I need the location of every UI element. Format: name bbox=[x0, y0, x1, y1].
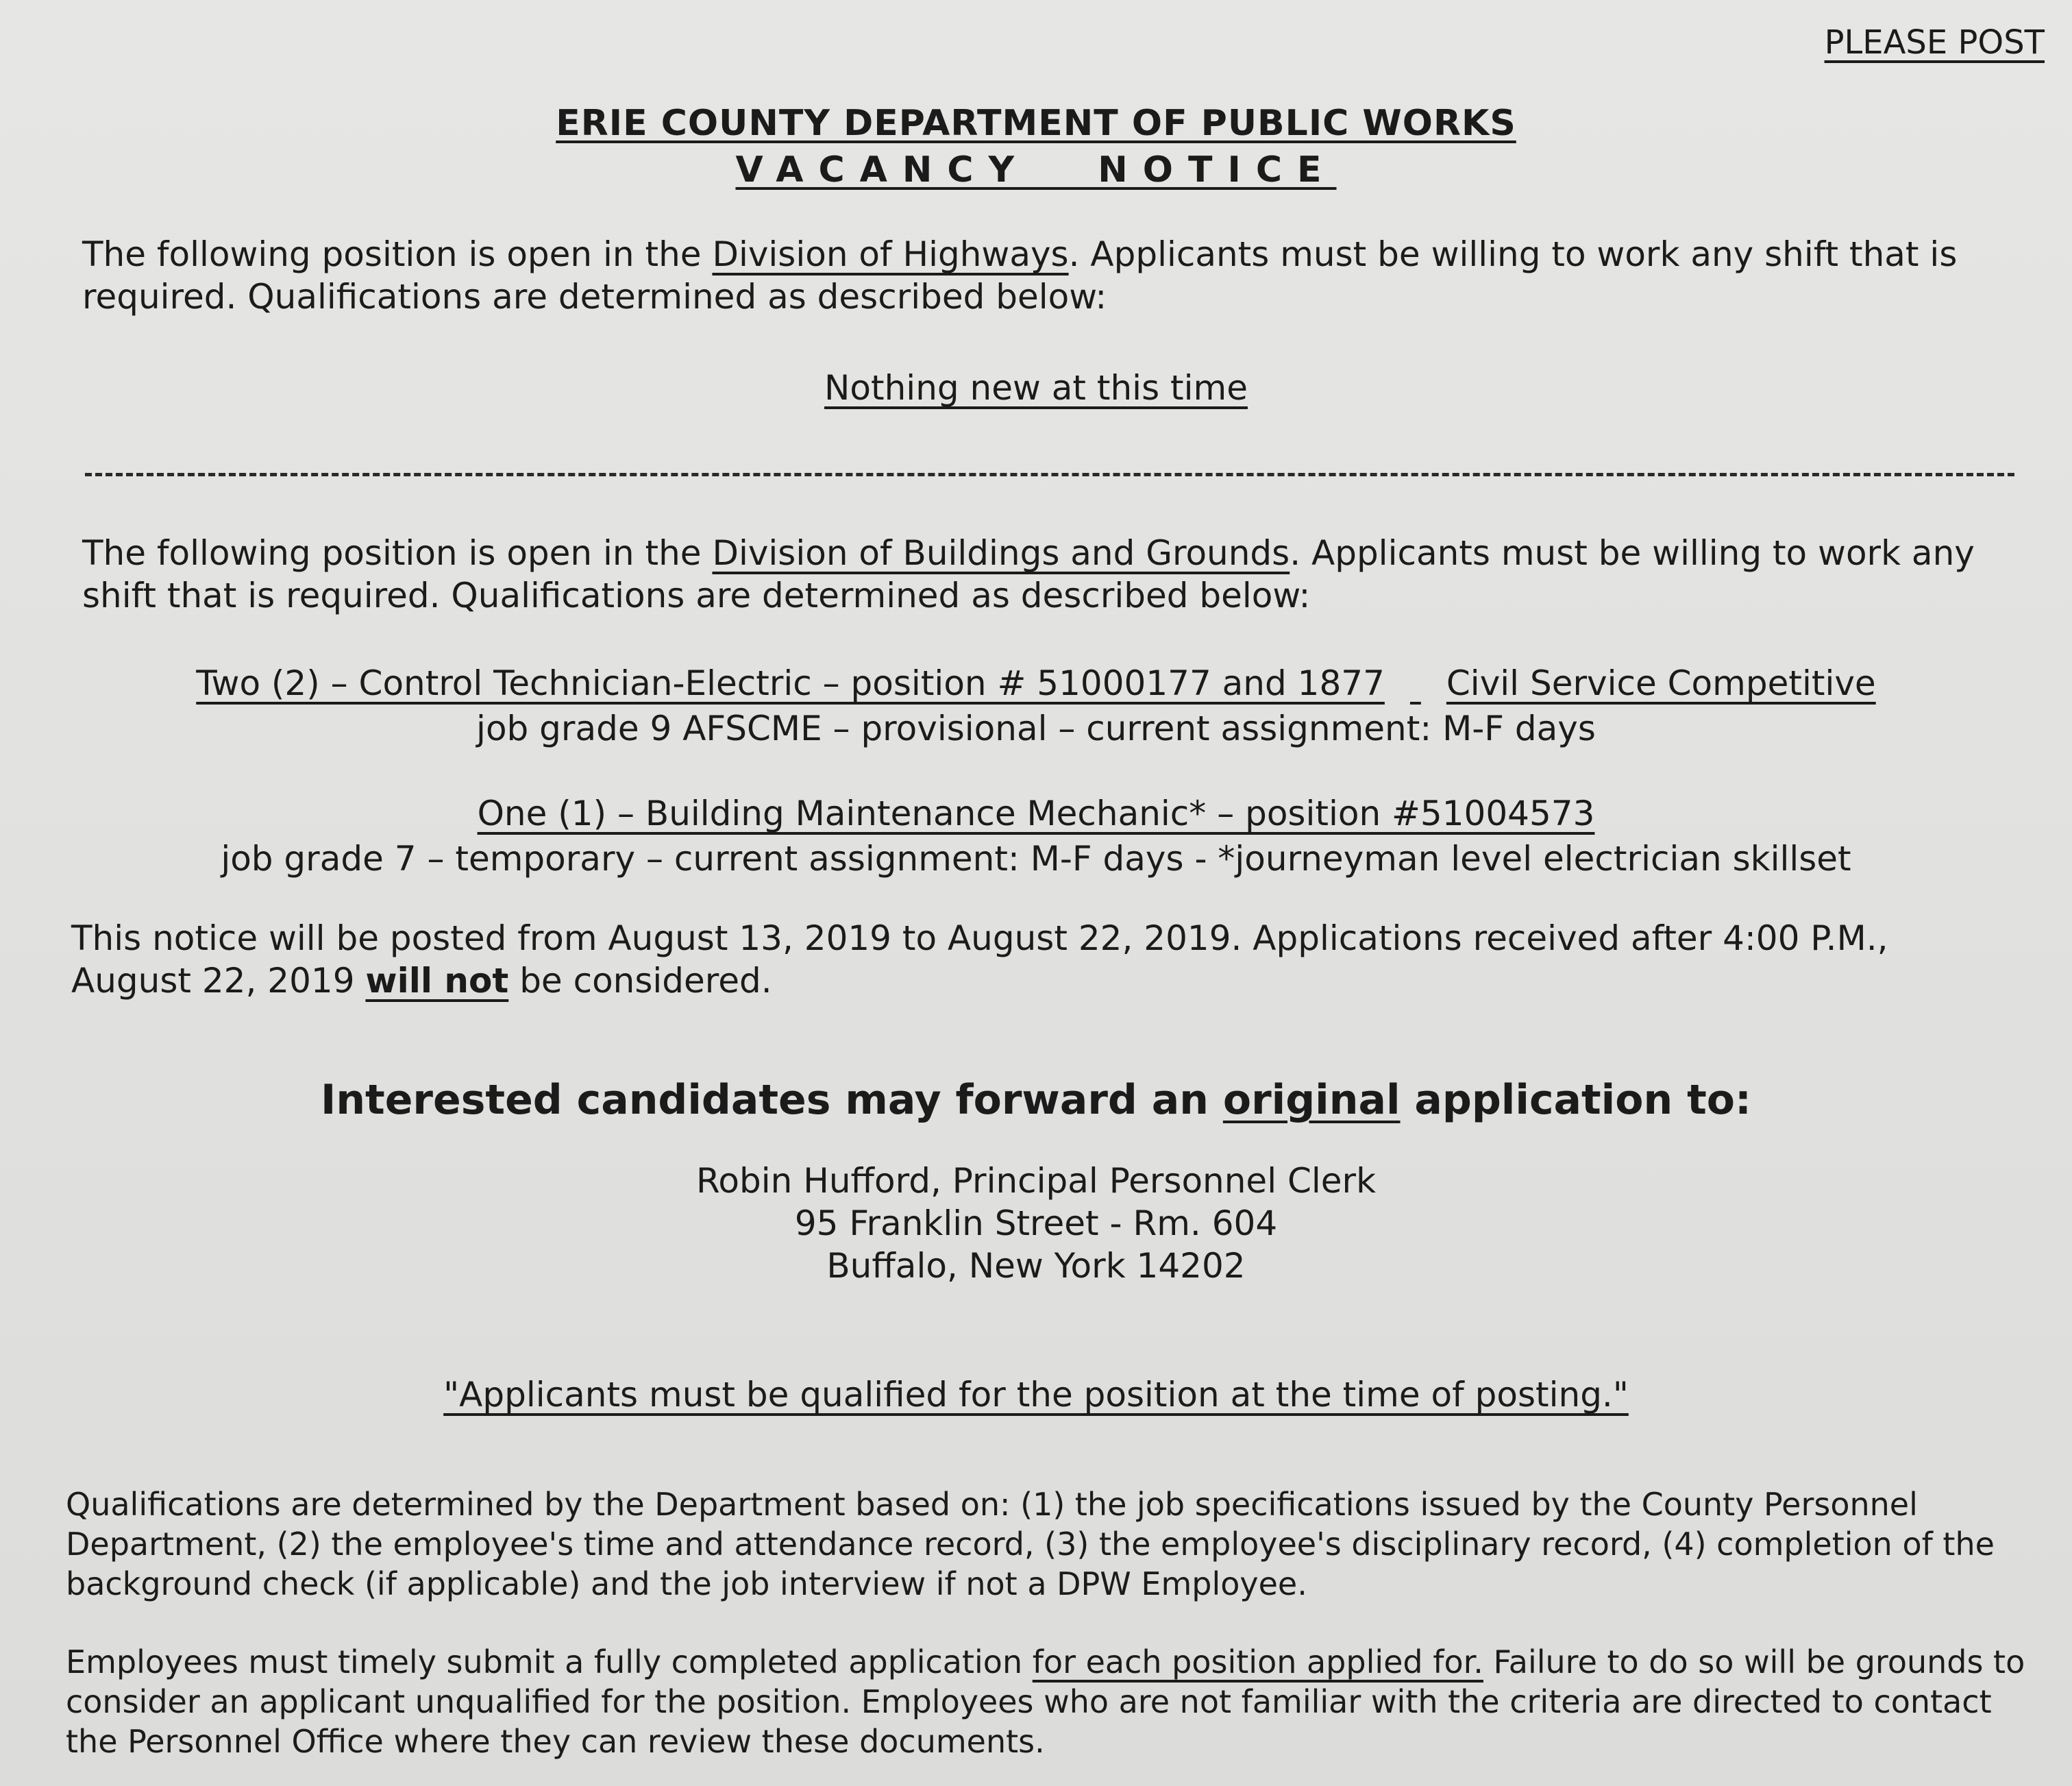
please-post-label: PLEASE POST bbox=[1824, 23, 2045, 62]
contact-street: 95 Franklin Street - Rm. 604 bbox=[794, 1203, 1278, 1243]
position-2-title bbox=[0, 792, 2072, 835]
highways-division-name: Division of Highways bbox=[712, 234, 1069, 274]
position-2-name: One (1) – Building Maintenance Mechanic* – position #51004573 bbox=[477, 794, 1595, 833]
position-1-gap bbox=[1385, 662, 1446, 705]
vacancy-notice-title: VACANCY NOTICE bbox=[735, 149, 1337, 191]
posting-will-not: will not bbox=[365, 961, 509, 1001]
buildings-division-name: Division of Buildings and Grounds bbox=[712, 533, 1290, 573]
highways-intro bbox=[82, 233, 2014, 318]
apply-heading-original: original bbox=[1222, 1076, 1401, 1124]
section-divider bbox=[85, 473, 2014, 476]
posting-line-2-after: be considered. bbox=[508, 961, 772, 1001]
posting-dates bbox=[71, 917, 2003, 1002]
position-1-class: Civil Service Competitive bbox=[1446, 663, 1876, 703]
apply-heading-before: Interested candidates may forward an bbox=[321, 1076, 1223, 1124]
apply-heading bbox=[0, 1076, 2072, 1124]
position-1-name: Two (2) – Control Technician-Electric – position # 51000177 and 1877 bbox=[196, 663, 1385, 703]
contact-address bbox=[0, 1160, 2072, 1287]
buildings-intro-before: The following position is open in the bbox=[82, 533, 713, 573]
contact-city: Buffalo, New York 14202 bbox=[826, 1246, 1246, 1286]
qualifications-paragraph: Qualifications are determined by the Department based on: (1) the job specifications issued by the County Personnel Department, (2) the employee's time and attendance record, (3) the employee's disciplinary record, (4) completion of the background check (if applicable) and the job interview if not a DPW Employee. bbox=[66, 1486, 1995, 1602]
posting-line-2 bbox=[71, 959, 2003, 1002]
position-1-title bbox=[0, 662, 2072, 705]
position-2-details: job grade 7 – temporary – current assignment: M-F days - *journeyman level electrician skillset bbox=[221, 839, 1851, 879]
contact-name: Robin Hufford, Principal Personnel Clerk bbox=[695, 1161, 1377, 1201]
department-title: ERIE COUNTY DEPARTMENT OF PUBLIC WORKS bbox=[556, 103, 1516, 144]
buildings-intro bbox=[82, 532, 2014, 617]
apply-heading-after: application to: bbox=[1400, 1076, 1751, 1124]
buildings-intro-after: . Applicants must be willing to work any shift that is required. Qualifications are determined as described below: bbox=[82, 533, 1975, 615]
posting-line-1: This notice will be posted from August 13, 2019 to August 22, 2019. Applications received after 4:00 P.M., bbox=[71, 918, 1888, 958]
position-1-details: job grade 9 AFSCME – provisional – current assignment: M-F days bbox=[476, 709, 1596, 748]
highways-intro-after: . Applicants must be willing to work any shift that is required. Qualifications are determined as described below: bbox=[82, 234, 1958, 317]
employees-after: Failure to do so will be grounds to consider an applicant unqualified for the position. Employees who are not familiar with the criteria are directed to contact the Personnel Office where they can review these documents. bbox=[66, 1643, 2025, 1760]
highways-status: Nothing new at this time bbox=[824, 368, 1248, 408]
qualified-quote: "Applicants must be qualified for the position at the time of posting." bbox=[443, 1375, 1629, 1415]
highways-intro-before: The following position is open in the bbox=[82, 234, 713, 274]
employees-before: Employees must timely submit a fully completed application bbox=[66, 1643, 1033, 1680]
employees-paragraph bbox=[66, 1642, 2053, 1761]
employees-emphasis: for each position applied for. bbox=[1032, 1643, 1483, 1680]
posting-line-2-before: August 22, 2019 bbox=[71, 961, 366, 1001]
notice-header bbox=[0, 103, 2072, 191]
